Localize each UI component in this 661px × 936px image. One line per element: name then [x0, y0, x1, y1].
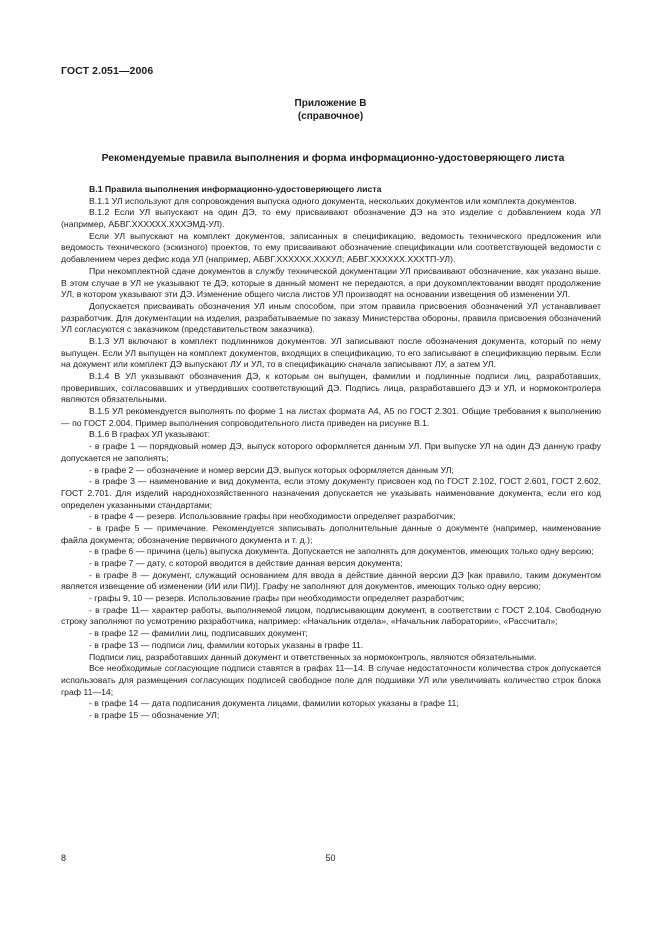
paragraph: Если УЛ выпускают на комплект документов, записанных в спецификацию, ведомость технического предложения или ведомость технического (эскизного) проектов, то ему присваивают обозначение спецификации или соответствующей ведомости с добавлением через дефис кода УЛ (например, АБВГ.ХХХХХХ.ХХХУЛ; АБВГ.ХХХХХХ.ХХХТП-УЛ).	[61, 230, 601, 265]
appendix-heading	[0, 98, 661, 123]
paragraph: Все необходимые согласующие подписи ставятся в графах 11—14. В случае недостаточности количества строк допускается использовать для размещения согласующих подписей свободное поле для подшивки УЛ или увеличивать количество строк блока граф 11—14;	[61, 663, 601, 697]
list-item-column-3: - в графе 3 — наименование и вид документа, если этому документу присвоен код по ГОСТ 2.102, ГОСТ 2.601, ГОСТ 2.602, ГОСТ 2.701. Для изделий народнохозяйственного назначения допускается не указывать наименование документа, если его код определен указанными стандартами;	[61, 476, 601, 510]
list-item-column-12: - в графе 12 — фамилии лиц, подписавших документ;	[89, 628, 308, 639]
paragraph-b11: В.1.1 УЛ используют для сопровождения выпуска одного документа, нескольких документов или комплекта документов.	[89, 195, 577, 206]
paragraph-b13: В.1.3 УЛ включают в комплект подлинников документов. УЛ записывают после обозначения документа, который по нему выпущен. Если УЛ выпущен на комплект документов, входящих в спецификацию, то его записывают в спецификацию первым. Если на документ или комплект ДЭ выпускают ЛУ и УЛ, то в спецификацию сначала записывают ЛУ, а затем УЛ.	[61, 335, 601, 370]
page-title: Рекомендуемые правила выполнения и форма информационно-удостоверяющего листа	[101, 153, 565, 164]
paragraph: При некомплектной сдаче документов в службу технической документации УЛ присваивают обозначение, как указано выше. В этом случае в УЛ не указывают те ДЭ, которые в данный момент не передаются, а при доукомплектовании вводят продолжение УЛ, в котором указывают эти ДЭ. Изменение общего числа листов УЛ производят на основании извещения об изменении УЛ.	[61, 265, 601, 300]
list-item-column-1: - в графе 1 — порядковый номер ДЭ, выпуск которого оформляется данным УЛ. При выпуске УЛ на один ДЭ данную графу допускается не заполнять;	[61, 441, 601, 463]
list-item-column-7: - в графе 7 — дату, с которой вводится в действие данная версия документа;	[89, 558, 403, 568]
list-item-column-6: - в графе 6 — причина (цель) выпуска документа. Допускается не заполнять для документов, имеющих только одну версию;	[89, 546, 594, 557]
list-item-column-2: - в графе 2 — обозначение и номер версии ДЭ, выпуск которых оформляется данным УЛ;	[89, 464, 454, 475]
section-heading: В.1 Правила выполнения информационно-удостоверяющего листа	[89, 184, 382, 194]
appendix-label: Приложение В	[294, 98, 367, 109]
paragraph-b16: В.1.6 В графах УЛ указывают:	[89, 429, 211, 440]
list-item-column-5: - в графе 5 — примечание. Рекомендуется записывать дополнительные данные о документе (например, наименование файла документа; обозначение первичного документа и т. д.);	[61, 522, 601, 545]
paragraph: Допускается присваивать обозначения УЛ иным способом, при этом правила присвоения обозначений УЛ устанавливает разработчик. Для документации на изделия, разрабатываемые по заказу Министерства обороны, правила присвоения обозначений УЛ согласуются с заказчиком (представительством заказчика).	[61, 300, 601, 335]
standard-header: ГОСТ 2.051—2006	[61, 65, 154, 77]
list-item-column-11: - в графе 11— характер работы, выполняемой лицом, подписывающим документ, в соответствии с ГОСТ 2.104. Свободную строку заполняют по усмотрению разработчика, например: «Начальник отдела», «Начальник лаборатории», «Рассчитал»;	[61, 604, 601, 627]
list-item-column-15: - в графе 15 — обозначение УЛ;	[89, 709, 220, 720]
list-item-column-8: - в графе 8 — документ, служащий основанием для ввода в действие данной версии ДЭ [как правило, таким документом является извещение об изменении (ИИ или ПИ)]. Графу не заполняют для документов, имеющих только одну версию;	[61, 569, 601, 592]
page-number-left: 8	[61, 853, 67, 863]
page-number-center: 50	[325, 853, 336, 863]
appendix-type: (справочное)	[297, 110, 364, 122]
paragraph-b15: В.1.5 УЛ рекомендуется выполнять по форме 1 на листах формата А4, А5 по ГОСТ 2.301. Общие требования к выполнению — по ГОСТ 2.004. Пример выполнения сопроводительного листа приведен на рисунке В.1.	[61, 406, 601, 428]
paragraph-b14: В.1.4 В УЛ указывают обозначения ДЭ, к которым он выпущен, фамилии и подлинные подписи лиц, разработавших, проверивших, согласовавших и утвердивших соответствующий ДЭ. Подпись лица, разработавшего ДЭ и УЛ, и нормоконтролера являются обязательными.	[61, 371, 601, 405]
paragraph: Подписи лиц, разработавших данный документ и ответственных за нормоконтроль, являются обязательными.	[89, 651, 537, 662]
list-item-column-13: - в графе 13 — подписи лиц, фамилии которых указаны в графе 11.	[89, 639, 364, 650]
list-item-columns-9-10: - графы 9, 10 — резерв. Использование графы при необходимости определяет разработчик;	[89, 593, 465, 604]
list-item-column-4: - в графе 4 — резерв. Использование графы при необходимости определяет разработчик;	[89, 511, 456, 522]
paragraph-b12: В.1.2 Если УЛ выпускают на один ДЭ, то ему присваивают обозначение ДЭ на это изделие с добавлением кода УЛ (например, АБВГ.ХХХХХХ.ХХХЭМД-УЛ).	[61, 207, 601, 230]
body-text	[61, 184, 601, 722]
list-item-column-14: - в графе 14 — дата подписания документа лицами, фамилии которых указаны в графе 11;	[89, 698, 459, 709]
